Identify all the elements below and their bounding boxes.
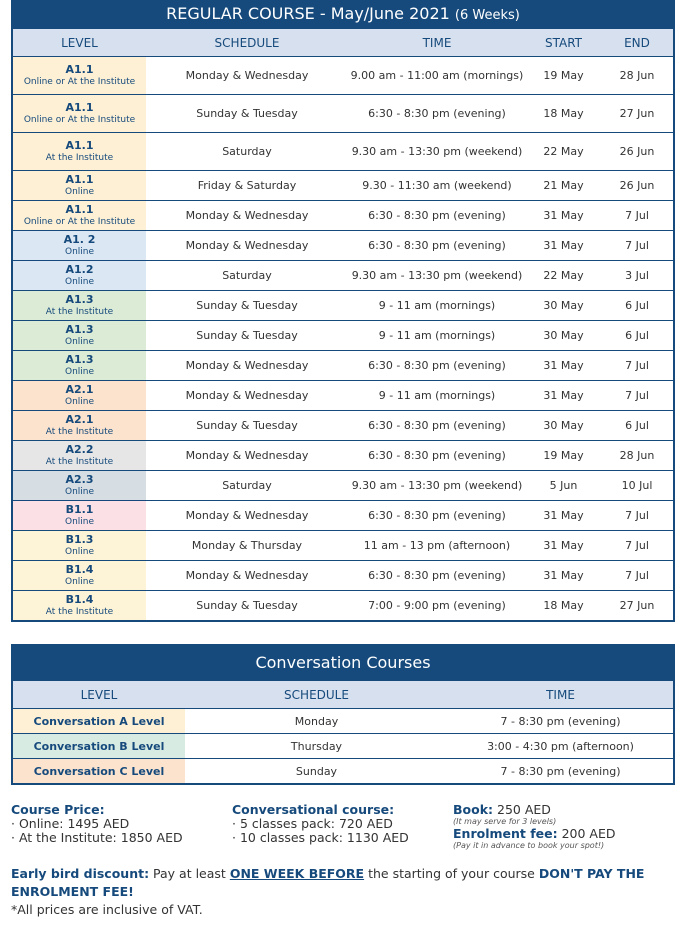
table-row xyxy=(13,94,673,132)
row-mode: At the Institute xyxy=(45,426,114,437)
row-start: 5 Jun xyxy=(549,479,578,492)
row-time: 9.00 am - 11:00 am (mornings) xyxy=(350,69,524,82)
conv-row-time: 7 - 8:30 pm (evening) xyxy=(500,714,621,728)
conv-price-heading: Conversational course: xyxy=(232,802,395,817)
row-end: 27 Jun xyxy=(619,107,655,120)
row-end: 10 Jul xyxy=(621,479,653,492)
row-schedule: Monday & Wednesday xyxy=(185,239,309,252)
table-row xyxy=(13,500,673,530)
row-time: 6:30 - 8:30 pm (evening) xyxy=(368,239,506,252)
row-level-cell xyxy=(13,381,146,410)
fee-value: 200 AED xyxy=(561,826,616,841)
row-level: A1.3 xyxy=(65,292,94,306)
row-mode: Online xyxy=(64,186,95,197)
conv-row-schedule: Thursday xyxy=(290,739,343,753)
early-bird-text2: the starting of your course xyxy=(368,866,535,881)
table-row xyxy=(13,758,673,783)
conv-row-level: Conversation C Level xyxy=(13,759,185,783)
row-level: A1.1 xyxy=(65,202,94,216)
conversation-header-row xyxy=(13,680,673,708)
row-mode: At the Institute xyxy=(45,456,114,467)
row-level: A1.3 xyxy=(65,352,94,366)
row-start: 31 May xyxy=(543,209,584,222)
row-level: A2.1 xyxy=(65,382,94,396)
row-end: 7 Jul xyxy=(625,389,649,402)
row-level-cell xyxy=(13,231,146,260)
header-start: START xyxy=(544,36,583,50)
row-mode: Online or At the Institute xyxy=(23,216,136,227)
row-level-cell xyxy=(13,321,146,350)
book-value: 250 AED xyxy=(497,802,551,817)
row-start: 31 May xyxy=(543,509,584,522)
row-level-cell xyxy=(13,531,146,560)
early-bird-highlight: ONE WEEK BEFORE xyxy=(229,866,365,881)
row-level-cell xyxy=(13,171,146,200)
row-mode: At the Institute xyxy=(45,306,114,317)
regular-title-suffix: (6 Weeks) xyxy=(454,8,520,23)
row-time: 6:30 - 8:30 pm (evening) xyxy=(368,509,506,522)
row-level-cell xyxy=(13,471,146,500)
table-row xyxy=(13,260,673,290)
conv-row-level: Conversation B Level xyxy=(13,734,185,758)
row-start: 21 May xyxy=(543,179,584,192)
row-end: 3 Jul xyxy=(625,269,649,282)
row-time: 9 - 11 am (mornings) xyxy=(378,389,496,402)
early-bird-bold: DON'T PAY THE ENROLMENT FEE! xyxy=(11,866,645,899)
row-mode: Online xyxy=(64,246,95,257)
row-mode: At the Institute xyxy=(45,606,114,617)
row-end: 26 Jun xyxy=(619,179,655,192)
row-start: 31 May xyxy=(543,569,584,582)
row-start: 31 May xyxy=(543,389,584,402)
row-time: 6:30 - 8:30 pm (evening) xyxy=(368,359,506,372)
row-level: A2.2 xyxy=(65,442,94,456)
row-start: 22 May xyxy=(543,145,584,158)
row-schedule: Sunday & Tuesday xyxy=(196,107,298,120)
vat-note: *All prices are inclusive of VAT. xyxy=(11,902,203,917)
row-schedule: Saturday xyxy=(222,479,272,492)
row-end: 7 Jul xyxy=(625,539,649,552)
table-row xyxy=(13,200,673,230)
book-label: Book: xyxy=(453,802,494,817)
early-bird-text1: Pay at least xyxy=(153,866,226,881)
row-schedule: Monday & Wednesday xyxy=(185,569,309,582)
table-row xyxy=(13,170,673,200)
row-mode: Online xyxy=(64,516,95,527)
conv-row-schedule: Sunday xyxy=(295,764,338,778)
row-schedule: Monday & Wednesday xyxy=(185,69,309,82)
fee-note: (Pay it in advance to book your spot!) xyxy=(453,841,605,850)
row-mode: At the Institute xyxy=(45,152,114,163)
regular-header-row xyxy=(13,28,673,56)
row-mode: Online xyxy=(64,276,95,287)
row-time: 6:30 - 8:30 pm (evening) xyxy=(368,419,506,432)
row-end: 28 Jun xyxy=(619,69,655,82)
row-level-cell xyxy=(13,591,146,620)
row-time: 6:30 - 8:30 pm (evening) xyxy=(368,107,506,120)
row-level: A2.1 xyxy=(65,412,94,426)
conversational-price-block xyxy=(232,803,409,845)
row-schedule: Sunday & Tuesday xyxy=(196,599,298,612)
row-schedule: Monday & Wednesday xyxy=(185,509,309,522)
conv-price-5: · 5 classes pack: 720 AED xyxy=(232,816,393,831)
row-end: 7 Jul xyxy=(625,359,649,372)
course-price-institute: · At the Institute: 1850 AED xyxy=(11,830,183,845)
row-end: 6 Jul xyxy=(625,329,649,342)
row-level: B1.4 xyxy=(65,562,94,576)
row-level-cell xyxy=(13,133,146,170)
row-time: 6:30 - 8:30 pm (evening) xyxy=(368,209,506,222)
row-level-cell xyxy=(13,95,146,132)
row-start: 19 May xyxy=(543,69,584,82)
table-row xyxy=(13,470,673,500)
row-level: A1.2 xyxy=(65,262,94,276)
conversation-title: Conversation Courses xyxy=(13,646,673,680)
table-row xyxy=(13,560,673,590)
early-bird-label: Early bird discount: xyxy=(11,866,150,881)
regular-rows xyxy=(13,56,673,620)
row-start: 19 May xyxy=(543,449,584,462)
row-time: 6:30 - 8:30 pm (evening) xyxy=(368,569,506,582)
row-time: 11 am - 13 pm (afternoon) xyxy=(363,539,511,552)
conv-row-schedule: Monday xyxy=(294,714,339,728)
table-row xyxy=(13,56,673,94)
row-time: 9.30 am - 13:30 pm (weekend) xyxy=(351,479,523,492)
row-mode: Online xyxy=(64,576,95,587)
conv-row-level: Conversation A Level xyxy=(13,709,185,733)
row-schedule: Monday & Thursday xyxy=(191,539,303,552)
row-mode: Online xyxy=(64,336,95,347)
row-schedule: Sunday & Tuesday xyxy=(196,299,298,312)
row-level-cell xyxy=(13,501,146,530)
row-level: B1.4 xyxy=(65,592,94,606)
row-schedule: Monday & Wednesday xyxy=(185,359,309,372)
row-time: 9 - 11 am (mornings) xyxy=(378,329,496,342)
conv-price-10: · 10 classes pack: 1130 AED xyxy=(232,830,409,845)
row-end: 7 Jul xyxy=(625,239,649,252)
table-row xyxy=(13,590,673,620)
row-start: 30 May xyxy=(543,299,584,312)
conv-header-schedule: SCHEDULE xyxy=(284,688,349,702)
table-row xyxy=(13,380,673,410)
row-schedule: Monday & Wednesday xyxy=(185,389,309,402)
row-mode: Online or At the Institute xyxy=(23,76,136,87)
row-end: 26 Jun xyxy=(619,145,655,158)
header-level: LEVEL xyxy=(61,36,98,50)
row-start: 30 May xyxy=(543,329,584,342)
row-level-cell xyxy=(13,57,146,94)
row-time: 7:00 - 9:00 pm (evening) xyxy=(368,599,506,612)
row-schedule: Saturday xyxy=(222,269,272,282)
row-end: 27 Jun xyxy=(619,599,655,612)
row-level-cell xyxy=(13,261,146,290)
row-start: 31 May xyxy=(543,239,584,252)
header-time: TIME xyxy=(422,36,452,50)
row-start: 31 May xyxy=(543,359,584,372)
row-level: B1.1 xyxy=(65,502,94,516)
row-start: 18 May xyxy=(543,599,584,612)
row-level-cell xyxy=(13,411,146,440)
row-schedule: Friday & Saturday xyxy=(197,179,297,192)
row-level-cell xyxy=(13,561,146,590)
table-row xyxy=(13,132,673,170)
row-schedule: Monday & Wednesday xyxy=(185,449,309,462)
table-row xyxy=(13,230,673,260)
book-fee-block xyxy=(453,803,616,851)
row-end: 28 Jun xyxy=(619,449,655,462)
early-bird-notice xyxy=(11,865,675,901)
table-row xyxy=(13,440,673,470)
header-end: END xyxy=(624,36,650,50)
table-row xyxy=(13,530,673,560)
row-schedule: Saturday xyxy=(222,145,272,158)
course-price-heading: Course Price: xyxy=(11,802,105,817)
row-level: A1.3 xyxy=(65,322,94,336)
table-row xyxy=(13,708,673,733)
row-time: 9 - 11 am (mornings) xyxy=(378,299,496,312)
row-start: 30 May xyxy=(543,419,584,432)
row-level: A1.1 xyxy=(65,62,94,76)
row-schedule: Monday & Wednesday xyxy=(185,209,309,222)
row-level-cell xyxy=(13,201,146,230)
row-start: 31 May xyxy=(543,539,584,552)
row-level: A1.1 xyxy=(65,138,94,152)
row-start: 18 May xyxy=(543,107,584,120)
row-mode: Online xyxy=(64,546,95,557)
row-time: 9.30 am - 13:30 pm (weekend) xyxy=(351,145,523,158)
conversation-table xyxy=(11,644,675,785)
conv-header-time: TIME xyxy=(546,688,575,702)
row-end: 7 Jul xyxy=(625,509,649,522)
table-row xyxy=(13,290,673,320)
row-time: 6:30 - 8:30 pm (evening) xyxy=(368,449,506,462)
row-mode: Online xyxy=(64,486,95,497)
row-level: A1.1 xyxy=(65,172,94,186)
row-schedule: Sunday & Tuesday xyxy=(196,419,298,432)
row-level-cell xyxy=(13,351,146,380)
row-time: 9.30 - 11:30 am (weekend) xyxy=(362,179,512,192)
row-level-cell xyxy=(13,291,146,320)
row-end: 7 Jul xyxy=(625,569,649,582)
conv-header-level: LEVEL xyxy=(80,688,118,702)
row-end: 6 Jul xyxy=(625,419,649,432)
table-row xyxy=(13,350,673,380)
row-level-cell xyxy=(13,441,146,470)
row-level: B1.3 xyxy=(65,532,94,546)
row-time: 9.30 am - 13:30 pm (weekend) xyxy=(351,269,523,282)
table-row xyxy=(13,320,673,350)
fee-label: Enrolment fee: xyxy=(453,826,558,841)
row-level: A2.3 xyxy=(65,472,94,486)
row-schedule: Sunday & Tuesday xyxy=(196,329,298,342)
conv-row-time: 3:00 - 4:30 pm (afternoon) xyxy=(487,739,634,753)
table-row xyxy=(13,410,673,440)
conv-row-time: 7 - 8:30 pm (evening) xyxy=(500,764,621,778)
row-mode: Online xyxy=(64,366,95,377)
row-end: 7 Jul xyxy=(625,209,649,222)
book-note: (It may serve for 3 levels) xyxy=(453,817,557,826)
course-price-online: · Online: 1495 AED xyxy=(11,816,130,831)
course-price-block xyxy=(11,803,183,845)
regular-course-title xyxy=(13,0,673,28)
regular-course-table xyxy=(11,0,675,622)
table-row xyxy=(13,733,673,758)
row-level: A1.1 xyxy=(65,100,94,114)
row-mode: Online or At the Institute xyxy=(23,114,136,125)
row-level: A1. 2 xyxy=(63,232,96,246)
header-schedule: SCHEDULE xyxy=(214,36,280,50)
regular-title-text: REGULAR COURSE - May/June 2021 xyxy=(166,4,450,23)
row-end: 6 Jul xyxy=(625,299,649,312)
row-mode: Online xyxy=(64,396,95,407)
row-start: 22 May xyxy=(543,269,584,282)
conversation-rows xyxy=(13,708,673,783)
